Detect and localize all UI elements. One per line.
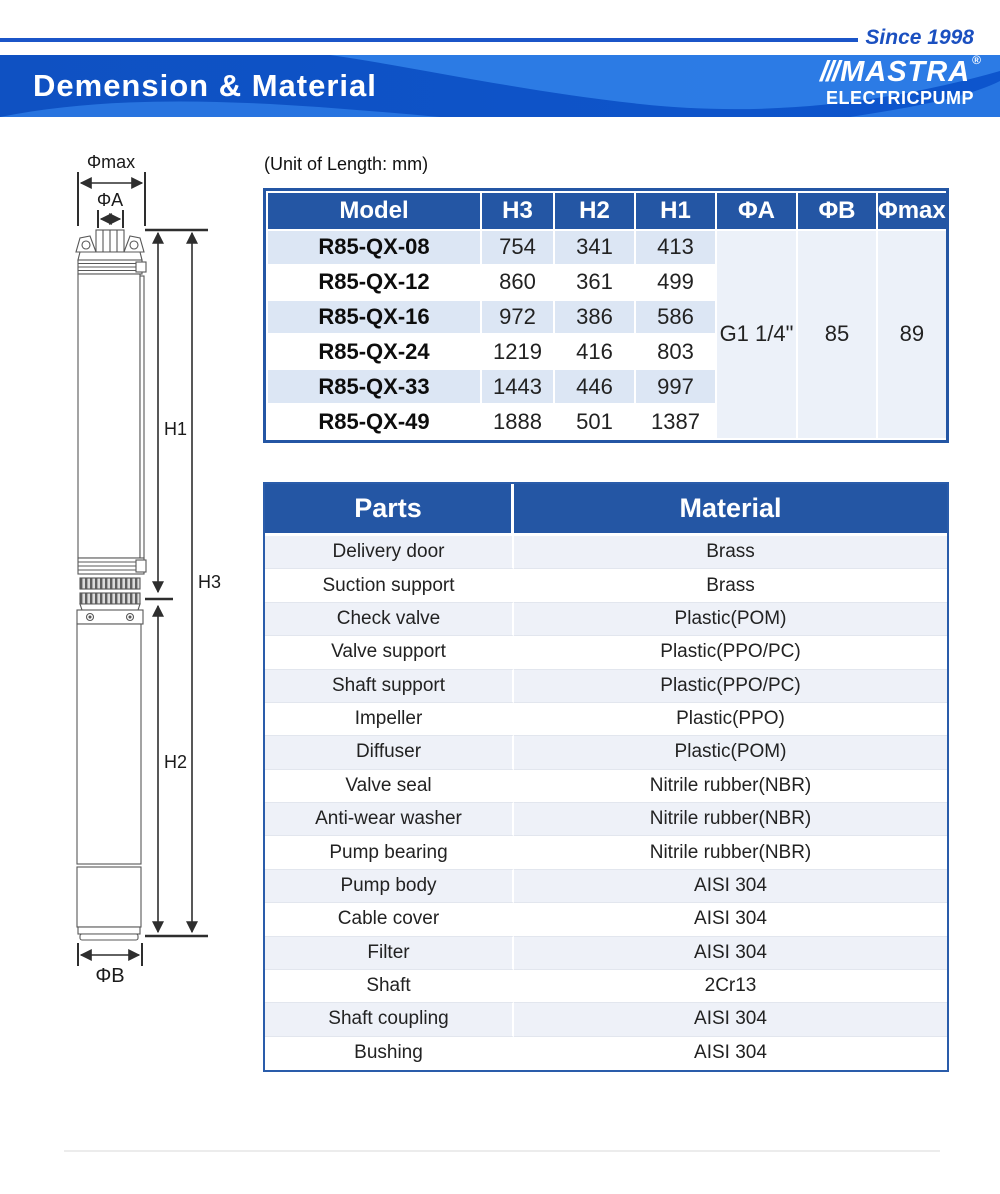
dim-col-header-2: H3: [482, 193, 553, 229]
materials-cell-material: Nitrile rubber(NBR): [514, 836, 947, 869]
materials-cell-material: Brass: [514, 569, 947, 602]
dim-cell-h1: 499: [636, 266, 715, 299]
logo-brand-text: MASTRA: [840, 56, 971, 88]
materials-cell-part: Shaft coupling: [265, 1003, 514, 1036]
dim-col-header-3: H2: [555, 193, 634, 229]
materials-cell-material: AISI 304: [514, 1003, 947, 1036]
label-phi-max: Φmax: [86, 152, 136, 172]
dim-cell-h2: 386: [555, 301, 634, 334]
materials-cell-material: 2Cr13: [514, 970, 947, 1003]
materials-cell-part: Shaft: [265, 970, 514, 1003]
dim-cell-h3: 1888: [482, 405, 553, 438]
dim-cell-h1: 413: [636, 231, 715, 264]
materials-cell-material: Plastic(POM): [514, 736, 947, 769]
materials-cell-material: Plastic(PPO): [514, 703, 947, 736]
materials-cell-material: Plastic(PPO/PC): [514, 636, 947, 669]
materials-header-parts: Parts: [265, 484, 514, 536]
materials-cell-part: Valve seal: [265, 770, 514, 803]
since-text: Since 1998: [865, 26, 974, 49]
dim-col-header-4: H1: [636, 193, 715, 229]
materials-cell-material: Plastic(PPO/PC): [514, 670, 947, 703]
label-h3: H3: [198, 572, 222, 592]
dimension-table: [263, 188, 949, 443]
dim-cell-h3: 860: [482, 266, 553, 299]
dim-cell-model: R85-QX-33: [268, 370, 480, 403]
dim-cell-h2: 501: [555, 405, 634, 438]
dim-cell-h3: 754: [482, 231, 553, 264]
materials-cell-material: AISI 304: [514, 1037, 947, 1070]
label-phi-b: ΦB: [95, 965, 125, 987]
label-phi-a: ΦA: [96, 190, 124, 210]
materials-cell-part: Valve support: [265, 636, 514, 669]
dim-col-header-5: ΦA: [717, 193, 796, 229]
dim-cell-h1: 803: [636, 335, 715, 368]
materials-cell-part: Pump bearing: [265, 836, 514, 869]
dim-cell-h3: 1219: [482, 335, 553, 368]
page-title: Demension & Material: [33, 68, 377, 103]
dim-col-header-1: Model: [268, 193, 480, 229]
materials-cell-part: Diffuser: [265, 736, 514, 769]
dim-cell-h1: 586: [636, 301, 715, 334]
materials-cell-material: Plastic(POM): [514, 603, 947, 636]
logo-subtitle: ELECTRICPUMP: [825, 88, 974, 108]
materials-cell-material: AISI 304: [514, 937, 947, 970]
materials-cell-material: Brass: [514, 536, 947, 569]
pump-diagram: [30, 140, 260, 990]
materials-cell-material: Nitrile rubber(NBR): [514, 803, 947, 836]
dim-col-header-6: ΦB: [798, 193, 876, 229]
materials-cell-material: AISI 304: [514, 903, 947, 936]
dim-merged-phi-b: 85: [798, 231, 876, 438]
pump-outline: [76, 230, 146, 940]
dim-cell-h1: 1387: [636, 405, 715, 438]
materials-cell-part: Anti-wear washer: [265, 803, 514, 836]
materials-cell-part: Shaft support: [265, 670, 514, 703]
dim-cell-model: R85-QX-12: [268, 266, 480, 299]
dim-cell-h1: 997: [636, 370, 715, 403]
logo-slashes-icon: ///: [819, 56, 839, 88]
dim-cell-model: R85-QX-49: [268, 405, 480, 438]
dim-cell-h2: 341: [555, 231, 634, 264]
materials-cell-part: Impeller: [265, 703, 514, 736]
materials-table: [263, 482, 949, 1072]
materials-cell-part: Filter: [265, 937, 514, 970]
dim-col-header-7: Φmax: [878, 193, 946, 229]
materials-cell-part: Suction support: [265, 569, 514, 602]
top-divider-line: [0, 38, 858, 42]
label-h1: H1: [164, 419, 188, 439]
materials-cell-part: Check valve: [265, 603, 514, 636]
label-h2: H2: [164, 752, 188, 772]
banner: [0, 55, 1000, 117]
brand-logo: [819, 55, 982, 108]
dim-merged-phi-max: 89: [878, 231, 946, 438]
materials-cell-part: Bushing: [265, 1037, 514, 1070]
dim-cell-model: R85-QX-24: [268, 335, 480, 368]
materials-cell-part: Cable cover: [265, 903, 514, 936]
dim-cell-h3: 972: [482, 301, 553, 334]
registered-mark-icon: ®: [972, 55, 982, 67]
logo-wordmark: [819, 55, 982, 88]
materials-cell-material: AISI 304: [514, 870, 947, 903]
footer-divider: [64, 1150, 940, 1152]
materials-header-material: Material: [514, 484, 947, 536]
dim-cell-h2: 416: [555, 335, 634, 368]
materials-cell-part: Delivery door: [265, 536, 514, 569]
dim-cell-model: R85-QX-16: [268, 301, 480, 334]
materials-cell-part: Pump body: [265, 870, 514, 903]
dim-cell-model: R85-QX-08: [268, 231, 480, 264]
dim-cell-h2: 446: [555, 370, 634, 403]
unit-note: (Unit of Length: mm): [264, 154, 429, 174]
materials-cell-material: Nitrile rubber(NBR): [514, 770, 947, 803]
dim-cell-h3: 1443: [482, 370, 553, 403]
dim-merged-phi-a: G1 1/4": [717, 231, 796, 438]
dim-cell-h2: 361: [555, 266, 634, 299]
